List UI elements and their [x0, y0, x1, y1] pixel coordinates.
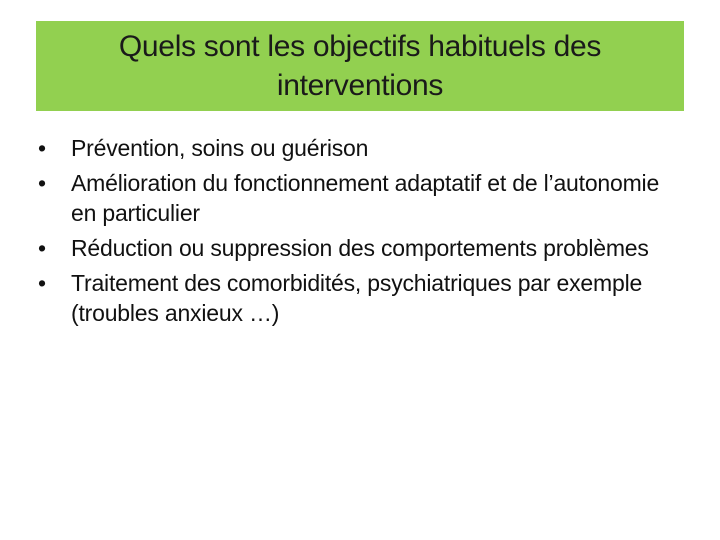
bullet-text: Réduction ou suppression des comportements problèmes [71, 235, 649, 261]
bullet-item-amelioration [38, 168, 688, 228]
bullet-dot-icon: • [38, 235, 46, 261]
bullet-item-prevention [38, 133, 688, 163]
bullet-dot-icon: • [38, 135, 46, 161]
bullet-list [38, 133, 688, 333]
bullet-text: Traitement des comorbidités, psychiatriques par exemple (troubles anxieux …) [71, 270, 643, 326]
bullet-dot-icon: • [38, 170, 46, 196]
bullet-text: Prévention, soins ou guérison [71, 135, 369, 161]
bullet-item-traitement [38, 268, 688, 328]
bullet-dot-icon: • [38, 270, 46, 296]
slide-title: Quels sont les objectifs habituels des interventions [118, 30, 602, 102]
title-banner [36, 21, 684, 111]
bullet-text: Amélioration du fonctionnement adaptatif et de l’autonomie en particulier [71, 170, 660, 226]
bullet-item-reduction [38, 233, 688, 263]
